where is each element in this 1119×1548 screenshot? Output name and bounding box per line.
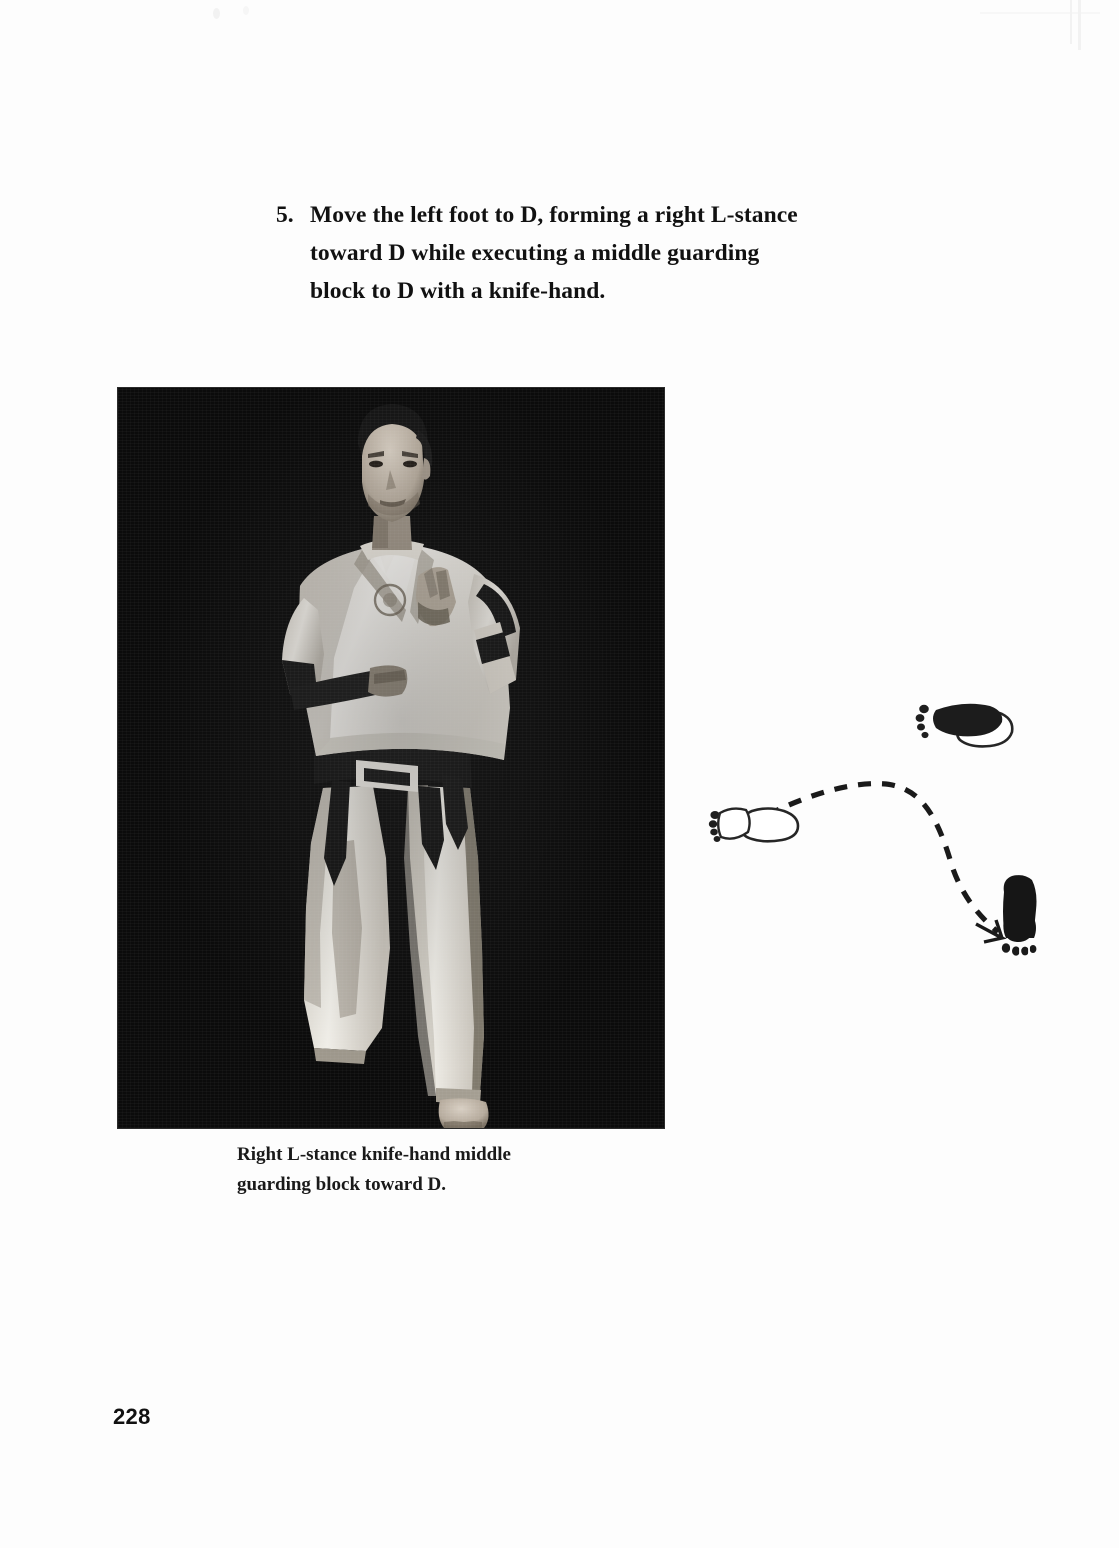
photo-caption — [237, 1140, 657, 1200]
footwork-diagram — [690, 680, 1080, 980]
instruction-line-3: block to D with a knife-hand. — [310, 278, 606, 304]
caption-line-2: guarding block toward D. — [237, 1174, 447, 1195]
destination-foot-filled — [1002, 875, 1037, 956]
scan-artifact — [1070, 0, 1072, 44]
caption-line-1: Right L-stance knife-hand middle — [237, 1144, 511, 1165]
path-arrowhead — [976, 920, 1002, 942]
scan-artifact — [1078, 0, 1081, 50]
instruction-number: 5. — [276, 202, 294, 228]
practitioner-figure — [118, 388, 664, 1128]
scan-artifact — [243, 6, 249, 15]
pivot-foot-half-filled — [916, 704, 1013, 747]
instruction-line-1: Move the left foot to D, forming a right L-stance — [310, 202, 798, 228]
page-number: 228 — [113, 1404, 151, 1429]
pose-photograph — [118, 388, 664, 1128]
instruction-line-2: toward D while executing a middle guarding — [310, 240, 760, 266]
scan-artifact — [213, 8, 220, 19]
start-foot-outline — [709, 809, 798, 843]
movement-path — [746, 784, 998, 932]
scan-artifact — [980, 12, 1100, 14]
instruction-block — [276, 196, 856, 310]
